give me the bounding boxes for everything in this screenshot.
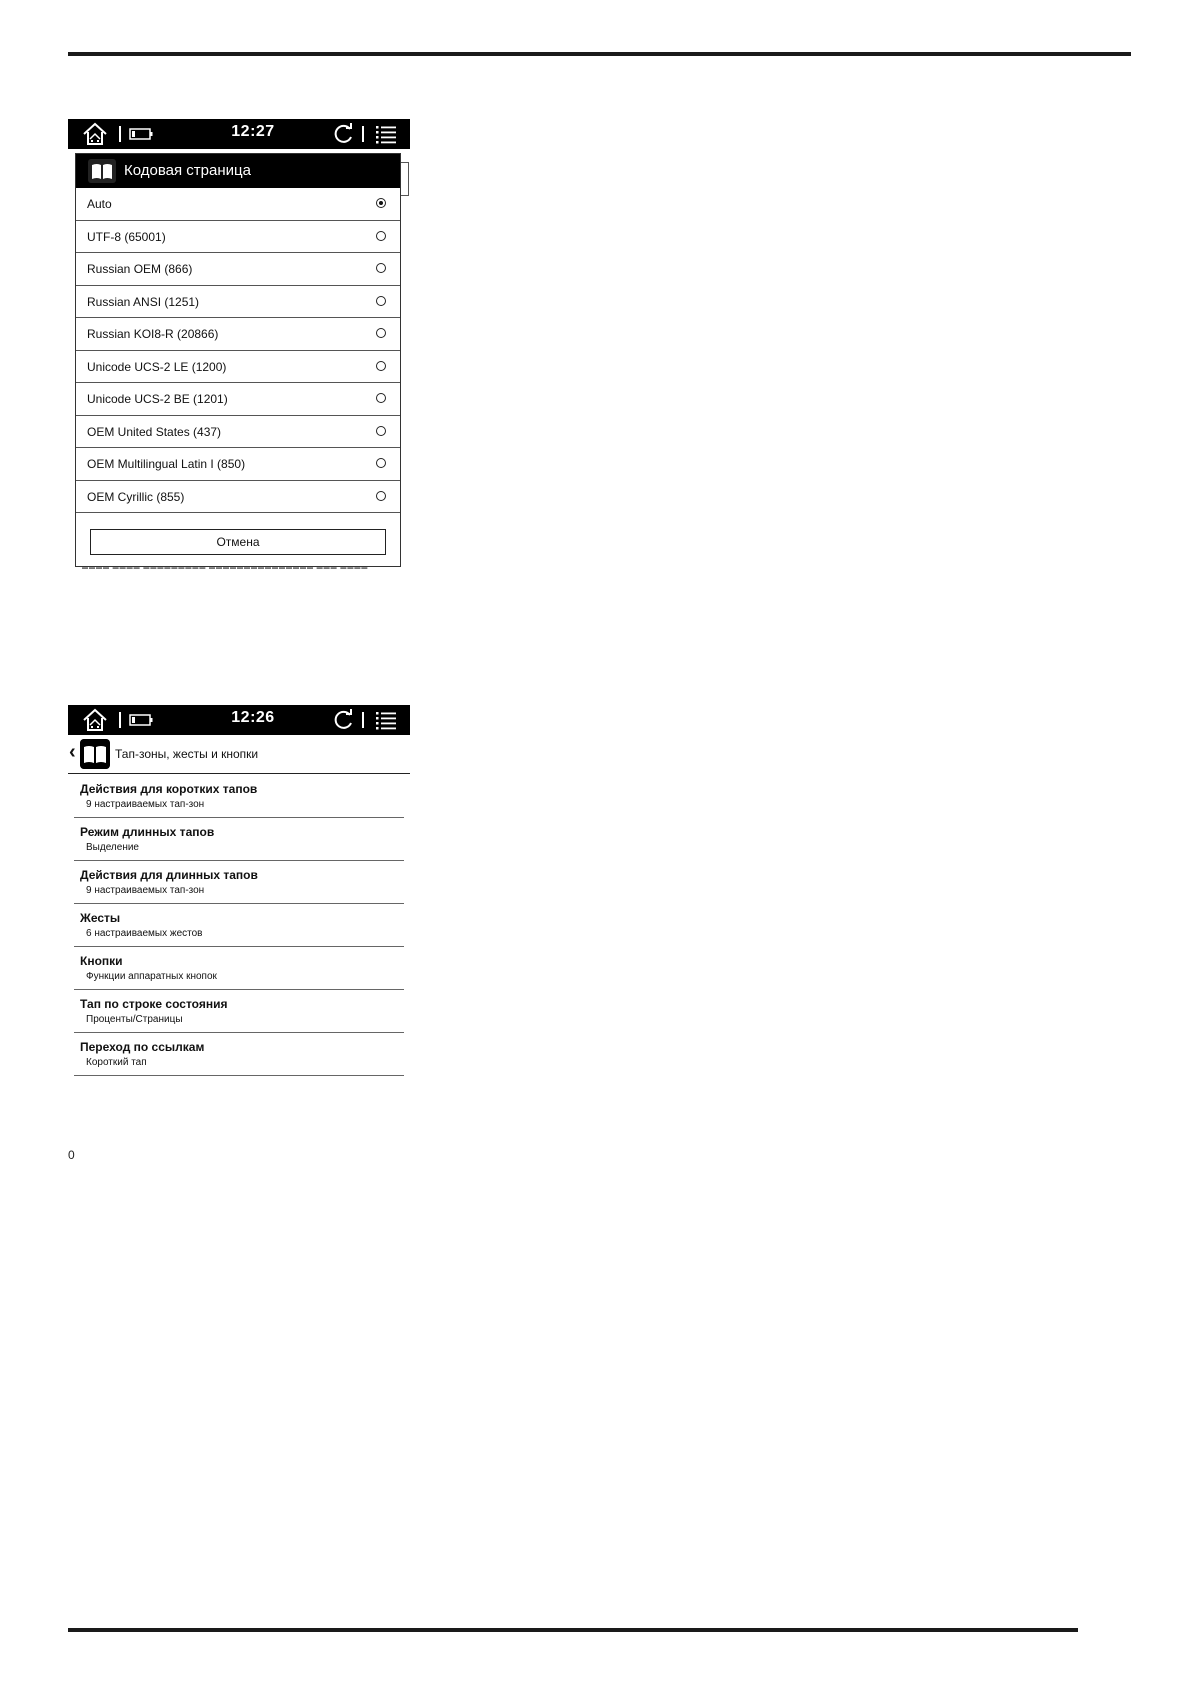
sync-icon[interactable] [331, 705, 355, 735]
sync-icon[interactable] [331, 119, 355, 149]
radio-option[interactable] [76, 448, 400, 481]
chevron-left-icon[interactable]: ‹ [69, 741, 76, 763]
item-subtitle: 9 настраиваемых тап-зон [86, 799, 205, 810]
radio-option[interactable] [76, 416, 400, 449]
item-title: Жесты [80, 911, 121, 925]
item-title: Кнопки [80, 954, 123, 968]
radio-option[interactable] [76, 383, 400, 416]
clock: 12:27 [231, 123, 275, 140]
radio-unselected-icon[interactable] [376, 296, 386, 306]
menu-list-icon[interactable] [373, 705, 399, 735]
options-list [76, 188, 400, 513]
cancel-button[interactable]: Отмена [90, 529, 386, 555]
background-element [400, 162, 409, 196]
option-label: Auto [87, 197, 112, 211]
item-subtitle: Функции аппаратных кнопок [86, 971, 217, 982]
option-label: Russian ANSI (1251) [87, 294, 200, 309]
item-subtitle: Короткий тап [86, 1057, 147, 1068]
item-subtitle: 9 настраиваемых тап-зон [86, 885, 205, 896]
option-label: OEM United States (437) [87, 424, 222, 439]
screen-code-page [68, 119, 410, 575]
item-subtitle: Выделение [86, 842, 139, 853]
clock: 12:26 [231, 709, 275, 726]
radio-option[interactable] [76, 253, 400, 286]
separator [119, 126, 121, 142]
item-title: Действия для коротких тапов [80, 782, 258, 796]
option-label: Russian OEM (866) [87, 262, 193, 276]
background-table-fragment: ▬▬▬▬ ▬▬▬▬ ▬▬▬▬▬▬▬▬▬ ▬▬▬▬▬▬▬▬▬▬▬▬▬▬▬ ▬▬▬ ▬▬▬▬ [82, 565, 369, 571]
home-icon[interactable] [82, 705, 108, 735]
radio-unselected-icon[interactable] [376, 231, 386, 241]
option-label: Unicode UCS-2 LE (1200) [87, 359, 227, 374]
option-label: OEM Multilingual Latin I (850) [87, 457, 246, 471]
radio-option[interactable] [76, 286, 400, 319]
settings-list-item[interactable] [74, 861, 404, 904]
dialog-header [76, 154, 400, 188]
radio-selected-icon[interactable] [376, 198, 386, 208]
settings-list-item[interactable] [74, 775, 404, 818]
settings-list-item[interactable] [74, 904, 404, 947]
settings-list-item[interactable] [74, 818, 404, 861]
menu-list-icon[interactable] [373, 119, 399, 149]
radio-option[interactable] [76, 351, 400, 384]
settings-list-item[interactable] [74, 990, 404, 1033]
dialog-title: Кодовая страница [124, 162, 251, 179]
radio-option[interactable] [76, 318, 400, 351]
item-subtitle: Проценты/Страницы [86, 1014, 183, 1025]
item-title: Переход по ссылкам [80, 1040, 205, 1054]
book-icon [80, 739, 110, 769]
separator [362, 126, 364, 142]
radio-unselected-icon[interactable] [376, 361, 386, 371]
option-label: Unicode UCS-2 BE (1201) [87, 392, 228, 406]
bottom-rule [68, 1628, 1078, 1632]
radio-unselected-icon[interactable] [376, 491, 386, 501]
separator [119, 712, 121, 728]
radio-option[interactable] [76, 188, 400, 221]
option-label: Russian KOI8-R (20866) [87, 327, 219, 341]
book-icon [88, 159, 116, 183]
radio-unselected-icon[interactable] [376, 458, 386, 468]
battery-icon [128, 705, 154, 735]
option-label: UTF-8 (65001) [87, 229, 166, 244]
radio-option[interactable] [76, 221, 400, 254]
code-page-dialog [75, 153, 401, 567]
battery-icon [128, 119, 154, 149]
status-bar [68, 705, 410, 735]
radio-unselected-icon[interactable] [376, 393, 386, 403]
settings-header [68, 735, 410, 774]
radio-option[interactable] [76, 481, 400, 514]
screen-tap-zones [68, 705, 410, 1085]
option-label: OEM Cyrillic (855) [87, 489, 185, 504]
radio-unselected-icon[interactable] [376, 328, 386, 338]
settings-list-item[interactable] [74, 947, 404, 990]
page-title: Тап-зоны, жесты и кнопки [115, 747, 259, 761]
item-title: Режим длинных тапов [80, 825, 215, 839]
item-title: Тап по строке состояния [80, 997, 228, 1011]
home-icon[interactable] [82, 119, 108, 149]
top-rule [68, 52, 1131, 56]
radio-unselected-icon[interactable] [376, 426, 386, 436]
radio-unselected-icon[interactable] [376, 263, 386, 273]
item-title: Действия для длинных тапов [80, 868, 258, 882]
separator [362, 712, 364, 728]
item-subtitle: 6 настраиваемых жестов [86, 928, 203, 939]
page-number: 0 [68, 1148, 75, 1162]
status-bar [68, 119, 410, 149]
settings-list-item[interactable] [74, 1033, 404, 1076]
